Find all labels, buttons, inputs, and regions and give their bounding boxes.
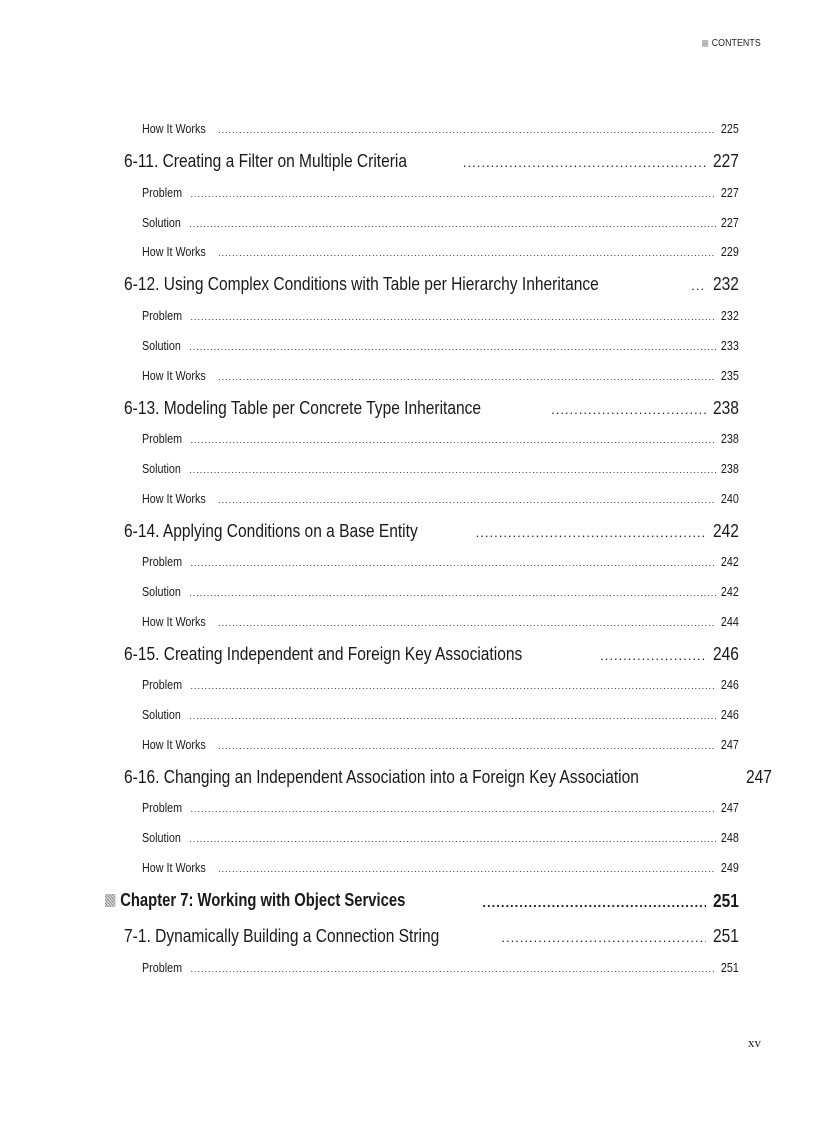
toc-entry-page: 248	[721, 831, 739, 845]
toc-entry-page: 242	[721, 555, 739, 569]
toc-entry[interactable]	[142, 555, 739, 569]
toc-entry-page: 251	[713, 889, 739, 911]
dot-leader	[218, 495, 716, 505]
dot-leader	[191, 681, 717, 691]
toc-entry-page: 235	[721, 369, 739, 383]
running-header-label: CONTENTS	[711, 38, 761, 49]
toc-entry-label: Solution	[142, 585, 181, 599]
toc-chapter-title: Chapter 7: Working with Object Services	[120, 889, 406, 910]
toc-entry[interactable]	[142, 186, 739, 200]
toc-entry[interactable]	[142, 585, 739, 599]
toc-entry-label: How It Works	[142, 122, 206, 136]
toc-entry-page: 229	[721, 245, 739, 259]
toc-entry[interactable]	[142, 678, 739, 692]
toc-entry-label: Problem	[142, 186, 183, 200]
dot-leader	[189, 465, 716, 475]
toc-entry[interactable]	[142, 339, 739, 353]
toc-entry-page: 251	[713, 925, 739, 946]
toc-entry-label: 6-15. Creating Independent and Foreign Key Associations	[124, 643, 523, 664]
toc-entry-label: Solution	[142, 462, 181, 476]
dot-leader	[189, 588, 716, 598]
toc-entry[interactable]	[142, 369, 739, 383]
toc-entry-page: 246	[713, 643, 739, 664]
toc-entry[interactable]	[124, 643, 739, 665]
dot-leader	[463, 155, 706, 169]
toc-entry[interactable]	[124, 520, 739, 542]
toc-entry-label: 6-14. Applying Conditions on a Base Entity	[124, 520, 418, 541]
dot-leader	[600, 648, 706, 662]
dot-leader	[191, 964, 717, 974]
toc-entry[interactable]	[142, 309, 739, 323]
toc-entry-page: 247	[745, 766, 772, 787]
chapter-bullet-icon	[105, 894, 115, 907]
toc-entry[interactable]	[142, 961, 739, 975]
dot-leader	[218, 125, 716, 135]
toc-chapter-entry[interactable]	[105, 889, 739, 912]
toc-entry-page: 247	[721, 738, 739, 752]
toc-entry-page: 238	[721, 432, 739, 446]
dot-leader	[191, 558, 717, 568]
toc-entry-page: 227	[721, 186, 739, 200]
toc-entry-label: How It Works	[142, 369, 206, 383]
toc-entry-label: Problem	[142, 961, 183, 975]
dot-leader	[218, 372, 716, 382]
toc-entry-label: Problem	[142, 678, 183, 692]
toc-entry-page: 246	[721, 708, 739, 722]
toc-entry-page: 238	[721, 462, 739, 476]
dot-leader	[218, 618, 716, 628]
dot-leader	[476, 525, 706, 539]
toc-entry-page: 242	[713, 520, 739, 541]
toc-entry[interactable]	[124, 766, 772, 788]
toc-entry-label: Solution	[142, 708, 181, 722]
toc-entry-page: 233	[721, 339, 739, 353]
toc-entry[interactable]	[124, 397, 739, 419]
toc-entry-label: 6-13. Modeling Table per Concrete Type Inheritance	[124, 397, 482, 418]
toc-entry-label: How It Works	[142, 861, 206, 875]
toc-entry[interactable]	[142, 615, 739, 629]
toc-entry-label: 6-16. Changing an Independent Association into a Foreign Key Association	[124, 766, 639, 787]
toc-entry-label: 7-1. Dynamically Building a Connection String	[124, 925, 440, 946]
toc-entry-page: 244	[721, 615, 739, 629]
dot-leader	[551, 402, 706, 416]
toc-entry[interactable]	[142, 831, 739, 845]
toc-entry-label: 6-12. Using Complex Conditions with Table per Hierarchy Inheritance	[124, 273, 599, 294]
toc-entry-label: Solution	[142, 339, 181, 353]
dot-leader	[191, 804, 717, 814]
dot-leader	[191, 189, 717, 199]
toc-entry-page: 249	[721, 861, 739, 875]
toc-entry[interactable]	[124, 273, 739, 295]
toc-entry-page: 251	[721, 961, 739, 975]
toc-entry-label: Solution	[142, 831, 181, 845]
dot-leader	[189, 342, 716, 352]
page-number: xv	[748, 1035, 761, 1050]
toc-entry-page: 232	[721, 309, 739, 323]
dot-leader	[191, 435, 717, 445]
toc-entry-page: 232	[713, 273, 739, 294]
toc-entry-page: 227	[721, 216, 739, 230]
toc-entry[interactable]	[142, 861, 739, 875]
toc-entry[interactable]	[142, 801, 739, 815]
toc-entry-label: How It Works	[142, 615, 206, 629]
toc-entry[interactable]	[142, 738, 739, 752]
toc-entry[interactable]	[124, 150, 739, 172]
dot-leader	[189, 711, 716, 721]
toc-entry-page: 238	[713, 397, 739, 418]
toc-entry-page: 247	[721, 801, 739, 815]
toc-entry-label: How It Works	[142, 245, 206, 259]
dot-leader	[218, 248, 716, 258]
toc-entry-label: 6-11. Creating a Filter on Multiple Criteria	[124, 150, 408, 171]
dot-leader	[189, 834, 716, 844]
toc-entry-page: 227	[713, 150, 739, 171]
toc-entry-label: How It Works	[142, 738, 206, 752]
toc-entry[interactable]	[124, 925, 739, 947]
toc-entry[interactable]	[142, 492, 739, 506]
toc-entry[interactable]	[142, 708, 739, 722]
dot-leader	[218, 741, 716, 751]
toc-entry-page: 225	[721, 122, 739, 136]
toc-entry-page: 240	[721, 492, 739, 506]
dot-leader	[691, 278, 706, 292]
toc-entry[interactable]	[142, 122, 739, 136]
dot-leader	[218, 864, 716, 874]
toc-entry[interactable]	[142, 245, 739, 259]
dot-leader	[191, 312, 717, 322]
toc-entry-label: Problem	[142, 309, 183, 323]
dot-leader	[501, 930, 706, 944]
toc-entry[interactable]	[142, 462, 739, 476]
toc-entry-label	[105, 889, 405, 911]
toc-entry-label: How It Works	[142, 492, 206, 506]
toc-entry[interactable]	[142, 432, 739, 446]
toc-entry-label: Problem	[142, 555, 183, 569]
dot-leader	[482, 895, 706, 909]
toc-entry-label: Solution	[142, 216, 181, 230]
dot-leader	[189, 219, 716, 229]
toc-entry-label: Problem	[142, 432, 183, 446]
toc-entry-label: Problem	[142, 801, 183, 815]
toc-entry-page: 246	[721, 678, 739, 692]
toc-entry[interactable]	[142, 216, 739, 230]
toc-entry-page: 242	[721, 585, 739, 599]
